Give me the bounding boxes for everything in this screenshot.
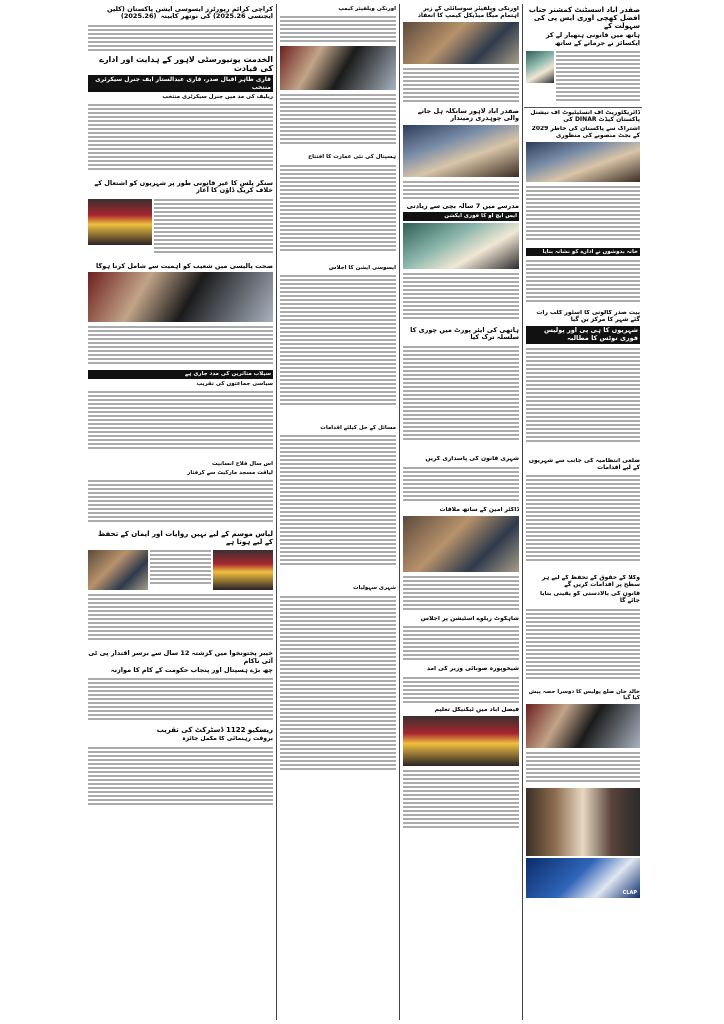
article-text xyxy=(280,163,396,263)
headline: وکلا کے حقوق کے تحفظ کے لیے ہر سطح پر اقدامات کریں گے xyxy=(542,575,640,589)
article-text xyxy=(526,473,640,573)
headline: اورنگی ویلفیئر سوسائٹی کے زیر اہتمام میگا میڈیکل کیمپ کا انعقاد xyxy=(417,6,519,19)
article-text xyxy=(403,574,519,614)
article-text xyxy=(280,594,396,794)
column-divider xyxy=(276,4,277,1020)
headline: ہاتھ میں قانونی ہتھیار لے کر ایکسائز نے جرمانے کے ساتھ xyxy=(545,32,640,47)
article-text xyxy=(280,273,396,423)
date-tag: (2025.26) xyxy=(120,12,157,21)
photo xyxy=(403,223,519,269)
headline-bar: ایس ایچ او کا فوری ایکشن xyxy=(403,212,519,221)
headline: ریلیف کی مد میں جنرل سیکرٹری منتخب xyxy=(162,93,273,100)
photo xyxy=(526,788,640,856)
headline: ضلعی انتظامیہ کی جانب سے شہریوں کے لیے اقدامات xyxy=(528,457,640,471)
headline-text: کراچی کرائم رپورٹرز ایسوسی ایشن پاکستان (کلین ایجنسی 2025.26) کی نوتھر کابینہ xyxy=(107,6,273,21)
column-4 xyxy=(86,4,275,1020)
column-3 xyxy=(278,4,398,1020)
photo xyxy=(213,550,273,590)
headline: بیت صدر کالونی کا اسٹور کلب رات گئے شہر کا مرکز بن گیا xyxy=(536,310,640,324)
headline: لباس موسم کے لیے نہیں روایات اور ایمان کے تحفظ کے لیے ہوتا ہے xyxy=(97,529,273,546)
photo xyxy=(403,716,519,766)
headline: شہری قانون کی پاسداری کریں xyxy=(425,455,519,462)
headline: اشتراک سے پاکستان کی خاطر 2029 کے بجٹ منصوبے کی منظوری xyxy=(531,125,640,139)
photo xyxy=(88,272,273,322)
headline xyxy=(88,6,273,21)
article-text xyxy=(526,346,640,456)
advertisement xyxy=(526,858,640,898)
headline-bar: قاری ظاہر اقبال صدر، قاری عبدالستار ایف جنرل سیکرٹری منتخب xyxy=(88,75,273,91)
newspaper-page xyxy=(86,4,642,1020)
headline: مسائل کے حل کیلئے اقدامات xyxy=(320,424,396,431)
headline: مدرسے میں 7 سالہ بچی سے زیادتی xyxy=(406,202,519,210)
article-text xyxy=(403,465,519,505)
article-text xyxy=(280,14,396,44)
headline: اس سال فلاح انسانیت xyxy=(212,461,273,468)
article-text xyxy=(403,344,519,454)
photo xyxy=(403,22,519,64)
article-text xyxy=(403,624,519,664)
photo xyxy=(403,125,519,177)
headline: لیاقت مسجد مارکیٹ سے گرفتار xyxy=(187,469,273,476)
photo xyxy=(88,199,152,245)
headline: ریسکیو 1122 ڈسٹرکٹ کی تقریب xyxy=(156,726,273,735)
headline: فیصل آباد میں ٹیکنیکل تعلیم xyxy=(434,707,519,714)
article-text xyxy=(526,184,640,246)
article-text xyxy=(88,745,273,815)
column-divider xyxy=(522,4,523,1020)
headline: صحت پالیسی میں شعیب کو اہمیت سے شامل کرنا ہوگا xyxy=(96,262,273,270)
photo xyxy=(88,550,148,590)
headline: صفدر آباد لاہور سانگلہ ہل جانے والی چوہدری زمیندار xyxy=(417,107,519,123)
article-text xyxy=(280,92,396,152)
article-text xyxy=(88,592,273,648)
headline-bar: خانہ بدوشوں نے ادارے کو نشانہ بنایا xyxy=(526,248,640,257)
article-text xyxy=(150,548,211,588)
headline: شاہکوٹ ریلوے اسٹیشن پر اجلاس xyxy=(420,615,519,622)
headline: اورنگی ویلفیئر کیمپ xyxy=(338,6,396,12)
article-text xyxy=(403,271,519,325)
photo xyxy=(526,142,640,182)
article-text xyxy=(403,768,519,838)
column-2 xyxy=(401,4,521,1020)
photo xyxy=(403,516,519,572)
headline: الخدمت یونیورسٹی لاہور کے ہدایت اور ادارے کی قیادت xyxy=(99,54,273,74)
headline: بروقت رہنمائی کا مکمل جائزہ xyxy=(182,736,273,743)
column-divider xyxy=(399,4,400,1020)
article-text xyxy=(526,750,640,786)
article-text xyxy=(88,102,273,178)
headline: صفدر آباد اسسٹنٹ کمشنر جناب افضل کھچی اوری ایس پی کی سہولت کے xyxy=(528,6,640,31)
photo xyxy=(526,704,640,748)
article-text xyxy=(88,478,273,528)
headline: خالد خان ضلع پولیس کا دوسرا حصہ پیش کیا گیا xyxy=(528,688,640,702)
photo xyxy=(526,51,554,83)
headline: ڈائریکٹوریٹ آف انسٹیٹیوٹ آف نیشنل پاکستان کیڈٹ DINAR کی xyxy=(530,110,640,123)
headline: ڈاکٹر امین کے ساتھ ملاقات xyxy=(439,506,519,513)
headline: قانون کی بالادستی کو یقینی بنایا جائے گا xyxy=(539,591,640,605)
article-text xyxy=(526,258,640,308)
headline: سیاسی جماعتوں کی تقریب xyxy=(196,381,273,387)
article-text xyxy=(88,676,273,724)
article-text xyxy=(280,433,396,583)
headline: خیبر پختونخوا میں گزشتہ 12 سال سے برسر اقتدار پی ٹی آئی ناکام xyxy=(88,650,273,665)
headline: سنگر پلس کا غیر قانونی طور پر شہریوں کو اشتعال کے خلاف کریک ڈاؤن کا آغاز xyxy=(94,180,273,195)
column-1 xyxy=(524,4,642,1020)
article-text xyxy=(88,389,273,459)
headline: شیخوپورہ صوبائی وزیر کی آمد xyxy=(426,666,519,673)
headline: ہاتھی کی ایئر پورٹ میں چوری کا سلسلہ ترک کیا xyxy=(410,326,519,342)
article-text xyxy=(403,179,519,201)
photo xyxy=(280,46,396,90)
headline-bar: سیلاب متاثرین کی مدد جاری ہے xyxy=(88,370,273,379)
article-text xyxy=(403,66,519,106)
article-text xyxy=(526,607,640,687)
article-text xyxy=(556,49,640,105)
headline-bar: شہریوں کا ہی پی اور پولیس فوری نوٹس کا مطالبہ xyxy=(526,326,640,344)
article-text xyxy=(403,675,519,705)
headline: شہری سہولیات xyxy=(353,585,396,592)
headline: چھ بڑے ہسپتال اور پنجاب حکومت کے کام کا موازنہ xyxy=(110,666,273,674)
article-text xyxy=(88,324,273,368)
article-text xyxy=(154,197,273,261)
ad-caption: CLAP xyxy=(622,889,637,896)
article-text xyxy=(88,23,273,53)
headline: ہسپتال کی نئی عمارت کا افتتاح xyxy=(308,154,396,161)
headline: ایسوسی ایشن کا اجلاس xyxy=(328,264,396,271)
